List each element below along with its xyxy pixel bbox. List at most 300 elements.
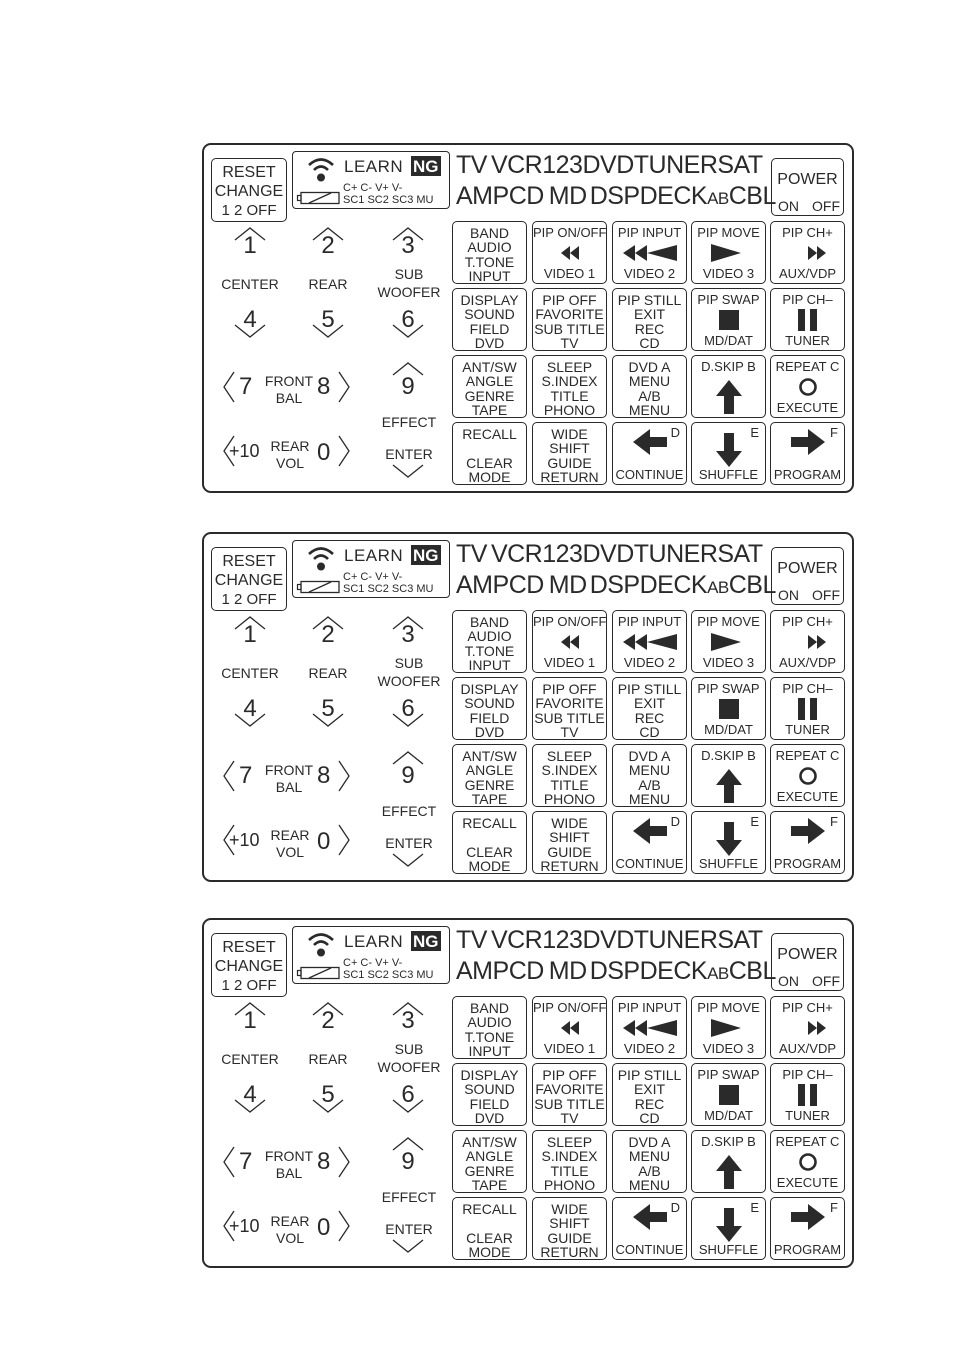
cell-letter-label: F — [830, 1200, 838, 1215]
cell-label: MENU — [628, 373, 671, 389]
function-cell-r1-4 — [691, 221, 766, 284]
channel-indicator-bottom: SC1 SC2 SC3 MU — [343, 194, 434, 206]
source-tuner: TUNER — [633, 540, 718, 568]
key-2: 2 — [321, 621, 335, 648]
power-label: POWER — [777, 171, 838, 188]
rear-label: REAR — [308, 276, 348, 292]
cell-bottom-label: PROGRAM — [773, 467, 842, 482]
cell-label: A/B — [638, 388, 661, 404]
key-4: 4 — [243, 1081, 257, 1108]
key-8: 8 — [317, 762, 331, 789]
source-dvd: DVD — [582, 926, 634, 954]
cell-label: GENRE — [464, 777, 515, 793]
source-123: 123 — [542, 926, 583, 954]
key-3: 3 — [401, 621, 415, 648]
source-dsp: DSP — [589, 571, 640, 599]
function-cell-r1-4 — [691, 996, 766, 1059]
rewind-icon — [550, 246, 590, 260]
front-label: FRONT — [264, 1148, 314, 1164]
function-cell-r1-5 — [770, 221, 845, 284]
source-123: 123 — [542, 540, 583, 568]
cell-label: SHIFT — [549, 440, 590, 456]
cell-label: TITLE — [550, 1163, 589, 1179]
cell-label: RETURN — [540, 1244, 599, 1260]
cell-label: PHONO — [543, 402, 596, 418]
cell-label: REC — [634, 1096, 665, 1112]
cell-label: SOUND — [464, 1081, 515, 1097]
cell-label: ANT/SW — [462, 1134, 517, 1150]
function-cell-r1-3 — [612, 221, 687, 284]
key-2: 2 — [321, 1007, 335, 1034]
enter-label: ENTER — [385, 835, 433, 851]
rear-label: REAR — [308, 1051, 348, 1067]
key-9: 9 — [401, 762, 415, 789]
cell-label: RECALL — [462, 426, 517, 442]
source-ab: AB — [707, 578, 729, 597]
source-vcr: VCR — [490, 151, 543, 179]
power-label: POWER — [777, 560, 838, 577]
chevron-down-icon — [310, 712, 346, 728]
cell-label: MODE — [468, 469, 511, 485]
change-label: CHANGE — [214, 183, 284, 200]
bal-label: BAL — [275, 390, 303, 406]
cell-label: BAND — [470, 614, 509, 630]
source-row-top — [456, 542, 763, 567]
source-row-bottom — [456, 184, 776, 209]
function-cell-r2-3 — [612, 677, 687, 740]
key-8: 8 — [317, 373, 331, 400]
cell-bottom-label: MD/DAT — [704, 1108, 753, 1123]
cell-label: MENU — [628, 1148, 671, 1164]
ng-indicator: NG — [413, 157, 439, 176]
cell-label: A/B — [638, 777, 661, 793]
cell-label: GUIDE — [547, 455, 592, 471]
chevron-left-icon — [222, 369, 236, 405]
cell-label: AUDIO — [467, 1014, 512, 1030]
ng-indicator: NG — [413, 546, 439, 565]
cell-bottom-label: VIDEO 1 — [543, 655, 596, 670]
function-cell-r3-3 — [612, 744, 687, 807]
cell-label: GUIDE — [547, 1230, 592, 1246]
cell-top-label: PIP CH+ — [782, 225, 833, 240]
cell-top-label: REPEAT C — [775, 359, 840, 374]
function-cell-r4-1 — [452, 1197, 527, 1260]
cell-label: S.INDEX — [541, 762, 598, 778]
cell-bottom-label: TUNER — [785, 333, 830, 348]
cell-label: ANT/SW — [462, 748, 517, 764]
cell-label: AUDIO — [467, 628, 512, 644]
power-indicator — [771, 547, 844, 605]
center-label: CENTER — [221, 1051, 279, 1067]
source-tuner: TUNER — [633, 151, 718, 179]
key-6: 6 — [401, 1081, 415, 1108]
woofer-label: WOOFER — [377, 1059, 441, 1075]
arrow-right-icon — [791, 818, 825, 844]
chevron-left-icon — [222, 758, 236, 794]
function-cell-r1-1 — [452, 610, 527, 673]
cell-label: WIDE — [551, 426, 588, 442]
cell-label: MENU — [628, 402, 671, 418]
cell-bottom-label: VIDEO 2 — [623, 1041, 676, 1056]
source-md: MD — [548, 957, 587, 985]
source-amp: AMP — [456, 571, 509, 599]
cell-label: INPUT — [468, 1043, 511, 1059]
cell-label: MENU — [628, 791, 671, 807]
cell-label: MODE — [468, 1244, 511, 1260]
source-tv: TV — [456, 151, 487, 179]
rewind-icon — [550, 1021, 590, 1035]
function-cell-r3-1 — [452, 1130, 527, 1193]
source-vcr: VCR — [490, 926, 543, 954]
key-plus-10: +10 — [229, 1216, 260, 1236]
cell-bottom-label: VIDEO 1 — [543, 266, 596, 281]
function-cell-r1-1 — [452, 996, 527, 1059]
function-cell-r1-3 — [612, 996, 687, 1059]
function-cell-r2-3 — [612, 288, 687, 351]
function-cell-r1-5 — [770, 610, 845, 673]
source-row-top — [456, 928, 763, 953]
key-5: 5 — [321, 306, 335, 333]
record-circle-icon — [798, 766, 818, 786]
change-label: CHANGE — [214, 958, 284, 975]
play-icon — [709, 244, 749, 262]
rear-vol-label-top: REAR — [270, 438, 310, 454]
cell-label: REC — [634, 710, 665, 726]
function-cell-r4-2 — [532, 1197, 607, 1260]
function-cell-r2-1 — [452, 1063, 527, 1126]
cell-label: PIP OFF — [542, 292, 597, 308]
power-indicator — [771, 933, 844, 991]
cell-label: SHIFT — [549, 1215, 590, 1231]
learn-indicator: LEARN — [344, 546, 404, 565]
cell-top-label: PIP MOVE — [697, 225, 760, 240]
cell-top-label: PIP ON/OFF — [533, 1000, 607, 1015]
cell-label: PIP OFF — [542, 681, 597, 697]
cell-label: ANT/SW — [462, 359, 517, 375]
source-ab: AB — [707, 189, 729, 208]
source-vcr: VCR — [490, 540, 543, 568]
function-cell-r1-1 — [452, 221, 527, 284]
function-cell-r4-3 — [612, 811, 687, 874]
chevron-left-icon — [222, 1144, 236, 1180]
function-cell-r3-3 — [612, 355, 687, 418]
source-cbl: CBL — [728, 957, 776, 985]
cell-label: SOUND — [464, 695, 515, 711]
cell-top-label: PIP CH– — [782, 681, 833, 696]
woofer-label: WOOFER — [377, 673, 441, 689]
cell-top-label: PIP CH+ — [782, 614, 833, 629]
cell-label: DVD A — [628, 359, 671, 375]
function-cell-r4-1 — [452, 811, 527, 874]
change-mode-label: 1 2 OFF — [221, 977, 277, 994]
cell-letter-label: D — [670, 425, 680, 440]
fast-forward-icon — [788, 1021, 828, 1035]
cell-bottom-label: VIDEO 2 — [623, 266, 676, 281]
cell-bottom-label: EXECUTE — [776, 1175, 839, 1190]
cell-bottom-label: SHUFFLE — [698, 467, 759, 482]
key-1: 1 — [243, 232, 257, 259]
fast-forward-icon — [788, 635, 828, 649]
arrow-up-icon — [715, 380, 743, 414]
lcd-display-panel-1 — [202, 143, 854, 493]
function-cell-r4-2 — [532, 811, 607, 874]
cell-label: AUDIO — [467, 239, 512, 255]
cell-bottom-label: SHUFFLE — [698, 856, 759, 871]
change-label: CHANGE — [214, 572, 284, 589]
cell-top-label: D.SKIP B — [701, 748, 756, 763]
function-cell-r1-3 — [612, 610, 687, 673]
power-on-label: ON — [778, 973, 799, 989]
function-cell-r3-2 — [532, 355, 607, 418]
chevron-down-icon — [390, 1098, 426, 1114]
function-cell-r4-5 — [770, 1197, 845, 1260]
cell-letter-label: F — [830, 425, 838, 440]
source-sat: SAT — [717, 151, 763, 179]
cell-label: DVD A — [628, 748, 671, 764]
power-off-label: OFF — [812, 587, 840, 603]
cell-label: FIELD — [469, 321, 510, 337]
cell-bottom-label: CONTINUE — [615, 1242, 684, 1257]
cell-bottom-label: PROGRAM — [773, 1242, 842, 1257]
chevron-right-icon — [337, 1208, 351, 1244]
source-md: MD — [548, 571, 587, 599]
cell-top-label: D.SKIP B — [701, 1134, 756, 1149]
cell-label: CLEAR — [466, 1230, 513, 1246]
arrow-down-icon — [715, 822, 743, 856]
chevron-down-icon — [310, 323, 346, 339]
cell-label: EXIT — [633, 306, 666, 322]
cell-label: RECALL — [462, 1201, 517, 1217]
cell-label: GUIDE — [547, 844, 592, 860]
transmit-signal-icon — [304, 153, 338, 183]
cell-label: T.TONE — [464, 1029, 515, 1045]
cell-top-label: PIP ON/OFF — [533, 614, 607, 629]
cell-top-label: PIP INPUT — [617, 1000, 682, 1015]
cell-top-label: PIP SWAP — [697, 681, 760, 696]
cell-label: DVD — [474, 724, 505, 740]
function-cell-r3-2 — [532, 1130, 607, 1193]
learn-indicator: LEARN — [344, 932, 404, 951]
key-3: 3 — [401, 232, 415, 259]
center-label: CENTER — [221, 665, 279, 681]
cell-label: TV — [560, 1110, 579, 1126]
cell-label: BAND — [470, 225, 509, 241]
cell-label: GENRE — [464, 1163, 515, 1179]
cell-label: PIP STILL — [617, 1067, 682, 1083]
chevron-right-icon — [337, 822, 351, 858]
cell-label: ANGLE — [465, 762, 514, 778]
low-battery-icon — [297, 579, 341, 595]
sub-label: SUB — [394, 1041, 424, 1057]
cell-label: MENU — [628, 1177, 671, 1193]
source-tv: TV — [456, 926, 487, 954]
key-5: 5 — [321, 1081, 335, 1108]
cell-label: DISPLAY — [460, 1067, 519, 1083]
cell-top-label: PIP INPUT — [617, 614, 682, 629]
function-cell-r2-5 — [770, 288, 845, 351]
enter-label: ENTER — [385, 1221, 433, 1237]
source-dsp: DSP — [589, 182, 640, 210]
rear-label: REAR — [308, 665, 348, 681]
channel-indicator-top: C+ C- V+ V- — [343, 571, 403, 583]
power-on-label: ON — [778, 198, 799, 214]
source-deck: DECK — [639, 957, 708, 985]
cell-bottom-label: CONTINUE — [615, 856, 684, 871]
cell-label: A/B — [638, 1163, 661, 1179]
cell-label: FAVORITE — [535, 695, 604, 711]
change-mode-label: 1 2 OFF — [221, 591, 277, 608]
chevron-right-icon — [337, 1144, 351, 1180]
bal-label: BAL — [275, 779, 303, 795]
function-cell-r3-5 — [770, 355, 845, 418]
cell-label: WIDE — [551, 815, 588, 831]
chevron-right-icon — [337, 369, 351, 405]
arrow-left-icon — [633, 818, 667, 844]
function-cell-r3-1 — [452, 744, 527, 807]
cell-label: DVD A — [628, 1134, 671, 1150]
arrow-up-icon — [715, 769, 743, 803]
cell-label: CD — [639, 1110, 660, 1126]
key-plus-10: +10 — [229, 830, 260, 850]
key-3: 3 — [401, 1007, 415, 1034]
key-7: 7 — [239, 762, 253, 789]
function-cell-r1-2 — [532, 610, 607, 673]
cell-label: T.TONE — [464, 643, 515, 659]
cell-label: RECALL — [462, 815, 517, 831]
low-battery-icon — [297, 190, 341, 206]
function-cell-r2-1 — [452, 288, 527, 351]
function-cell-r2-1 — [452, 677, 527, 740]
cell-bottom-label: AUX/VDP — [778, 655, 837, 670]
source-row-bottom — [456, 573, 776, 598]
stop-icon — [718, 310, 740, 330]
cell-letter-label: D — [670, 1200, 680, 1215]
cell-label: PIP OFF — [542, 1067, 597, 1083]
cell-label: MENU — [628, 762, 671, 778]
arrow-down-icon — [715, 1208, 743, 1242]
function-cell-r2-5 — [770, 677, 845, 740]
cell-label: PHONO — [543, 1177, 596, 1193]
cell-label: CD — [639, 335, 660, 351]
reset-label: RESET — [222, 164, 276, 181]
cell-label: SLEEP — [546, 1134, 593, 1150]
source-deck: DECK — [639, 571, 708, 599]
function-cell-r4-1 — [452, 422, 527, 485]
rear-vol-label-top: REAR — [270, 827, 310, 843]
cell-label: TAPE — [471, 1177, 508, 1193]
rewind-icon — [550, 635, 590, 649]
key-9: 9 — [401, 1148, 415, 1175]
cell-bottom-label: EXECUTE — [776, 789, 839, 804]
cell-label: ANGLE — [465, 1148, 514, 1164]
cell-bottom-label: MD/DAT — [704, 333, 753, 348]
effect-label: EFFECT — [381, 803, 437, 819]
cell-top-label: PIP CH– — [782, 292, 833, 307]
function-cell-r1-5 — [770, 996, 845, 1059]
rear-vol-label-bottom: VOL — [275, 1230, 304, 1246]
cell-bottom-label: VIDEO 1 — [543, 1041, 596, 1056]
reset-label: RESET — [222, 939, 276, 956]
cell-top-label: PIP SWAP — [697, 292, 760, 307]
fast-rewind-icon — [621, 634, 679, 650]
key-7: 7 — [239, 1148, 253, 1175]
cell-bottom-label: TUNER — [785, 722, 830, 737]
arrow-right-icon — [791, 1204, 825, 1230]
lcd-display-panel-3 — [202, 918, 854, 1268]
chevron-down-icon — [390, 463, 426, 479]
low-battery-icon — [297, 965, 341, 981]
cell-label: CLEAR — [466, 455, 513, 471]
power-indicator — [771, 158, 844, 216]
key-0: 0 — [317, 828, 331, 855]
channel-indicator-top: C+ C- V+ V- — [343, 957, 403, 969]
chevron-down-icon — [232, 712, 268, 728]
arrow-left-icon — [633, 1204, 667, 1230]
cell-label: DISPLAY — [460, 292, 519, 308]
cell-bottom-label: PROGRAM — [773, 856, 842, 871]
arrow-up-icon — [715, 1155, 743, 1189]
source-dvd: DVD — [582, 151, 634, 179]
sub-label: SUB — [394, 266, 424, 282]
cell-label: ANGLE — [465, 373, 514, 389]
cell-bottom-label: VIDEO 3 — [702, 655, 755, 670]
cell-label: MODE — [468, 858, 511, 874]
cell-label: DISPLAY — [460, 681, 519, 697]
cell-label: TITLE — [550, 388, 589, 404]
function-cell-r3-3 — [612, 1130, 687, 1193]
source-sat: SAT — [717, 540, 763, 568]
arrow-right-icon — [791, 429, 825, 455]
effect-label: EFFECT — [381, 1189, 437, 1205]
bal-label: BAL — [275, 1165, 303, 1181]
chevron-down-icon — [232, 1098, 268, 1114]
cell-label: TAPE — [471, 402, 508, 418]
cell-label: FAVORITE — [535, 306, 604, 322]
source-dvd: DVD — [582, 540, 634, 568]
function-cell-r2-4 — [691, 288, 766, 351]
pause-icon — [796, 1084, 820, 1106]
source-sat: SAT — [717, 926, 763, 954]
chevron-right-icon — [337, 433, 351, 469]
record-circle-icon — [798, 1152, 818, 1172]
channel-indicator-bottom: SC1 SC2 SC3 MU — [343, 583, 434, 595]
function-cell-r3-4 — [691, 1130, 766, 1193]
rear-vol-label-bottom: VOL — [275, 455, 304, 471]
channel-indicator-top: C+ C- V+ V- — [343, 182, 403, 194]
cell-label: RETURN — [540, 858, 599, 874]
source-cbl: CBL — [728, 182, 776, 210]
center-label: CENTER — [221, 276, 279, 292]
cell-label: INPUT — [468, 268, 511, 284]
cell-label: S.INDEX — [541, 1148, 598, 1164]
source-cd: CD — [508, 957, 544, 985]
function-cell-r2-2 — [532, 1063, 607, 1126]
chevron-down-icon — [390, 852, 426, 868]
key-8: 8 — [317, 1148, 331, 1175]
source-md: MD — [548, 182, 587, 210]
cell-label: GENRE — [464, 388, 515, 404]
reset-label: RESET — [222, 553, 276, 570]
cell-bottom-label: VIDEO 2 — [623, 655, 676, 670]
function-cell-r3-5 — [770, 744, 845, 807]
play-icon — [709, 633, 749, 651]
function-cell-r3-4 — [691, 744, 766, 807]
cell-label: EXIT — [633, 695, 666, 711]
power-label: POWER — [777, 946, 838, 963]
function-cell-r4-4 — [691, 422, 766, 485]
cell-letter-label: F — [830, 814, 838, 829]
enter-label: ENTER — [385, 446, 433, 462]
